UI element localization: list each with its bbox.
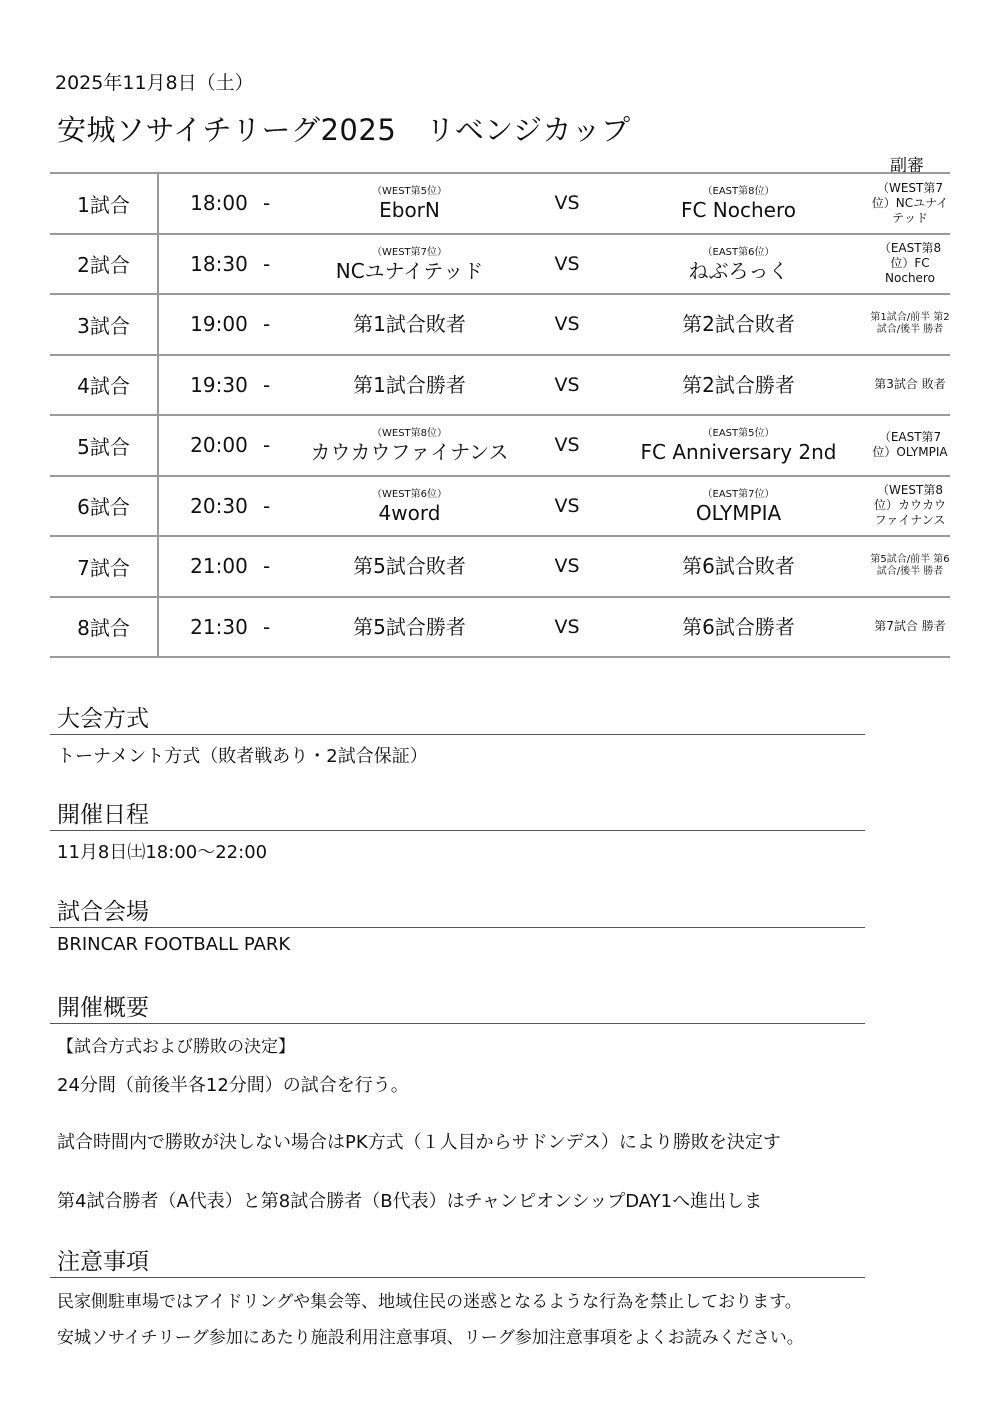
match-row: [50, 355, 950, 416]
venue-text: BRINCAR FOOTBALL PARK: [57, 934, 291, 955]
home-team-name: 第1試合敗者: [353, 312, 466, 337]
home-team-rank: （WEST第8位）: [371, 428, 448, 440]
match-time: 18:00: [190, 191, 248, 216]
away-team-cell: [607, 476, 870, 537]
match-number: 7試合: [50, 536, 158, 597]
referee-cell: 第3試合 敗者: [870, 355, 950, 416]
notes-heading: 注意事項: [57, 1249, 149, 1275]
home-team-rank: （WEST第6位）: [371, 488, 448, 500]
away-team-rank: （EAST第5位）: [702, 428, 775, 440]
overview-line-1: 24分間（前後半各12分間）の試合を行う。: [57, 1075, 409, 1096]
overview-line-2: 試合時間内で勝敗が決しない場合はPK方式（１人目からサドンデス）により勝敗を決定す: [57, 1132, 781, 1153]
venue-divider: [50, 927, 865, 928]
match-time-cell: [158, 234, 292, 295]
home-team-name: 第1試合勝者: [353, 372, 466, 397]
event-date: 2025年11月8日（土）: [55, 72, 254, 94]
home-team-cell: [292, 597, 527, 658]
home-team-name: EborN: [379, 198, 440, 223]
home-team-cell: [292, 355, 527, 416]
match-time-cell: [158, 415, 292, 476]
overview-divider: [50, 1023, 865, 1024]
notes-divider: [50, 1277, 865, 1278]
referee-cell: 第7試合 勝者: [870, 597, 950, 658]
away-team-name: FC Anniversary 2nd: [640, 440, 837, 465]
match-row: [50, 173, 950, 234]
away-team-cell: [607, 173, 870, 234]
away-team-name: 第6試合勝者: [682, 614, 795, 639]
home-team-name: NCユナイテッド: [335, 258, 484, 283]
match-row: [50, 597, 950, 658]
time-dash: -: [263, 191, 271, 216]
match-number: 3試合: [50, 294, 158, 355]
away-team-cell: [607, 355, 870, 416]
match-row: [50, 415, 950, 476]
away-team-cell: [607, 415, 870, 476]
versus-label: VS: [527, 415, 607, 476]
home-team-rank: （WEST第7位）: [371, 246, 448, 258]
referee-cell: （WEST第7位）NCユナイテッド: [870, 173, 950, 234]
match-row: [50, 536, 950, 597]
venue-heading: 試合会場: [57, 899, 149, 925]
away-team-cell: [607, 536, 870, 597]
format-heading: 大会方式: [57, 706, 149, 732]
schedule-heading: 開催日程: [57, 802, 149, 828]
schedule-divider: [50, 830, 865, 831]
match-time: 19:30: [190, 372, 248, 397]
match-time: 21:30: [190, 614, 248, 639]
referee-cell: （WEST第8位）カウカウファイナンス: [870, 476, 950, 537]
match-time-cell: [158, 597, 292, 658]
home-team-cell: [292, 294, 527, 355]
away-team-name: 第6試合敗者: [682, 554, 795, 579]
home-team-cell: [292, 415, 527, 476]
match-schedule-table: [50, 172, 950, 658]
match-number: 4試合: [50, 355, 158, 416]
time-dash: -: [263, 251, 271, 276]
match-time-cell: [158, 173, 292, 234]
versus-label: VS: [527, 597, 607, 658]
away-team-rank: （EAST第7位）: [702, 488, 775, 500]
home-team-name: 第5試合勝者: [353, 614, 466, 639]
away-team-name: OLYMPIA: [695, 500, 782, 525]
notes-line-2: 安城ソサイチリーグ参加にあたり施設利用注意事項、リーグ参加注意事項をよくお読みください。: [57, 1328, 804, 1348]
format-text: トーナメント方式（敗者戦あり・2試合保証）: [57, 746, 428, 767]
versus-label: VS: [527, 476, 607, 537]
versus-label: VS: [527, 234, 607, 295]
match-time: 20:00: [190, 433, 248, 458]
overview-subheading: 【試合方式および勝敗の決定】: [57, 1037, 295, 1057]
match-time: 21:00: [190, 554, 248, 579]
home-team-cell: [292, 476, 527, 537]
match-row: [50, 294, 950, 355]
match-row: [50, 476, 950, 537]
time-dash: -: [263, 614, 271, 639]
home-team-cell: [292, 536, 527, 597]
match-row: [50, 234, 950, 295]
match-number: 1試合: [50, 173, 158, 234]
time-dash: -: [263, 493, 271, 518]
match-time: 18:30: [190, 251, 248, 276]
away-team-cell: [607, 234, 870, 295]
away-team-rank: （EAST第6位）: [702, 246, 775, 258]
versus-label: VS: [527, 355, 607, 416]
match-time-cell: [158, 355, 292, 416]
match-number: 6試合: [50, 476, 158, 537]
match-number: 5試合: [50, 415, 158, 476]
referee-cell: （EAST第8位）FC Nochero: [870, 234, 950, 295]
match-number: 8試合: [50, 597, 158, 658]
home-team-rank: （WEST第5位）: [371, 186, 448, 198]
time-dash: -: [263, 554, 271, 579]
home-team-cell: [292, 173, 527, 234]
format-divider: [50, 734, 865, 735]
away-team-cell: [607, 294, 870, 355]
away-team-name: FC Nochero: [680, 198, 797, 223]
time-dash: -: [263, 433, 271, 458]
match-time-cell: [158, 294, 292, 355]
match-time: 19:00: [190, 312, 248, 337]
overview-heading: 開催概要: [57, 995, 149, 1021]
away-team-name: 第2試合敗者: [682, 312, 795, 337]
away-team-cell: [607, 597, 870, 658]
home-team-cell: [292, 234, 527, 295]
match-time-cell: [158, 476, 292, 537]
match-number: 2試合: [50, 234, 158, 295]
time-dash: -: [263, 372, 271, 397]
versus-label: VS: [527, 173, 607, 234]
home-team-name: 4word: [378, 500, 441, 525]
match-time: 20:30: [190, 493, 248, 518]
versus-label: VS: [527, 536, 607, 597]
page-title: 安城ソサイチリーグ2025 リベンジカップ: [57, 113, 631, 147]
referee-cell: 第1試合/前半 第2試合/後半 勝者: [870, 294, 950, 355]
schedule-text: 11月8日㈯18:00～22:00: [57, 842, 268, 863]
notes-line-1: 民家側駐車場ではアイドリングや集会等、地域住民の迷惑となるような行為を禁止しております。: [57, 1292, 802, 1312]
away-team-rank: （EAST第8位）: [702, 186, 775, 198]
versus-label: VS: [527, 294, 607, 355]
overview-line-3: 第4試合勝者（A代表）と第8試合勝者（B代表）はチャンピオンシップDAY1へ進出しま: [57, 1191, 763, 1212]
home-team-name: カウカウファイナンス: [310, 440, 509, 465]
referee-column-header: 副審: [890, 156, 924, 176]
referee-cell: 第5試合/前半 第6試合/後半 勝者: [870, 536, 950, 597]
away-team-name: 第2試合勝者: [682, 372, 795, 397]
home-team-name: 第5試合敗者: [353, 554, 466, 579]
match-time-cell: [158, 536, 292, 597]
time-dash: -: [263, 312, 271, 337]
referee-cell: （EAST第7位）OLYMPIA: [870, 415, 950, 476]
away-team-name: ねぶろっく: [688, 258, 789, 283]
